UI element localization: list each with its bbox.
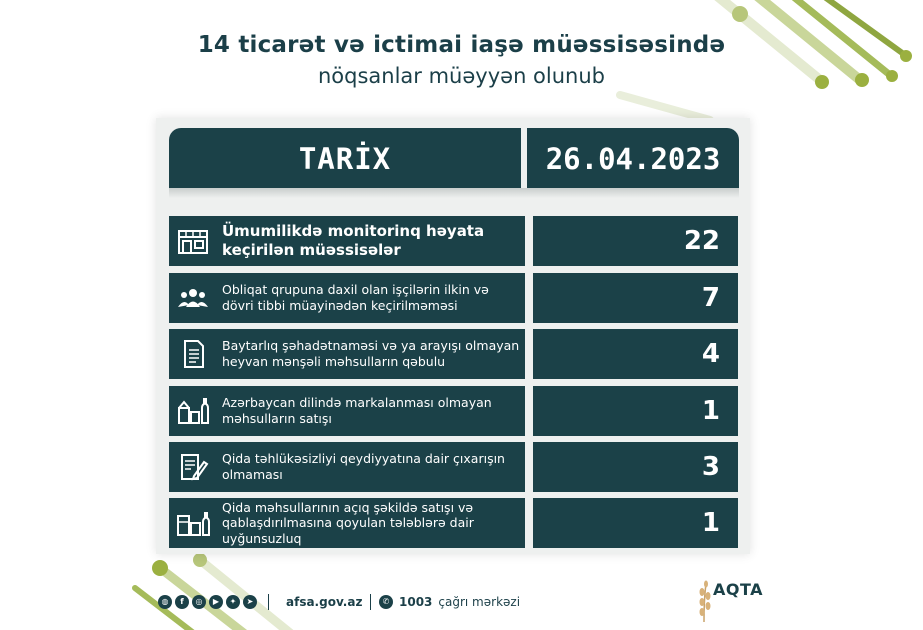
stat-row-label bbox=[169, 386, 525, 436]
footer-links bbox=[158, 593, 362, 611]
date-value: 26.04.2023 bbox=[545, 142, 721, 176]
stat-row-label bbox=[169, 216, 525, 266]
logo-name: AQTA bbox=[713, 580, 764, 599]
stat-row-value: 1 bbox=[533, 498, 738, 548]
page-title: 14 ticarət və ictimai iaşə müəssisəsində bbox=[197, 32, 726, 58]
facebook-icon[interactable]: f bbox=[175, 595, 189, 609]
call-number[interactable]: 1003 bbox=[399, 595, 433, 609]
stat-row-label bbox=[169, 442, 525, 492]
website-link[interactable]: afsa.gov.az bbox=[286, 595, 363, 609]
decorative-lines-top-right bbox=[560, 0, 923, 120]
stat-row-value: 7 bbox=[533, 273, 738, 323]
page-subtitle: nöqsanlar müəyyən olunub bbox=[317, 64, 605, 88]
telegram-icon[interactable]: ➤ bbox=[243, 595, 257, 609]
document-icon bbox=[176, 339, 210, 369]
stat-row-text: Qida təhlükəsizliyi qeydiyyatına dair çıxarışın olmaması bbox=[222, 451, 505, 482]
stat-row-label bbox=[169, 498, 525, 548]
stat-row-text: Azərbaycan dilində markalanması olmayan məhsulların satışı bbox=[222, 395, 492, 426]
call-label: çağrı mərkəzi bbox=[438, 595, 521, 609]
globe-icon[interactable]: ◍ bbox=[158, 595, 172, 609]
youtube-icon[interactable]: ▶ bbox=[209, 595, 223, 609]
date-label: TARİX bbox=[298, 142, 392, 176]
stat-row-value: 22 bbox=[533, 216, 738, 266]
grocery-products-icon bbox=[176, 396, 210, 426]
stat-row-label bbox=[169, 329, 525, 379]
footer-separator bbox=[268, 594, 269, 610]
stat-row-text: Qida məhsullarının açıq şəkildə satışı və qablaşdırılmasına qoyulan tələblərə dair uyğunsuzluq bbox=[222, 499, 474, 546]
storefront-icon bbox=[176, 226, 210, 256]
decorative-lines-bottom-left bbox=[130, 548, 330, 630]
footer-separator bbox=[370, 594, 371, 610]
call-center bbox=[370, 593, 520, 611]
stat-row-text: Baytarlıq şəhadətnaməsi və ya arayışı olmayan heyvan mənşəli məhsulların qəbulu bbox=[222, 338, 520, 369]
phone-icon: ✆ bbox=[379, 595, 393, 609]
stat-row-text: Obliqat qrupuna daxil olan işçilərin ilkin və dövri tibbi müayinədən keçirilməməsi bbox=[222, 282, 489, 313]
date-bar-shadow bbox=[169, 188, 739, 198]
stat-row-value: 4 bbox=[533, 329, 738, 379]
instagram-icon[interactable]: ◎ bbox=[192, 595, 206, 609]
people-group-icon bbox=[176, 283, 210, 313]
stat-row-text: Ümumilikdə monitorinq həyata keçirilən müəssisələr bbox=[222, 222, 485, 259]
stat-row-value: 3 bbox=[533, 442, 738, 492]
packaged-food-icon bbox=[176, 508, 210, 538]
document-edit-icon bbox=[176, 452, 210, 482]
stat-row-value: 1 bbox=[533, 386, 738, 436]
stat-row-label bbox=[169, 273, 525, 323]
twitter-icon[interactable]: ✦ bbox=[226, 595, 240, 609]
